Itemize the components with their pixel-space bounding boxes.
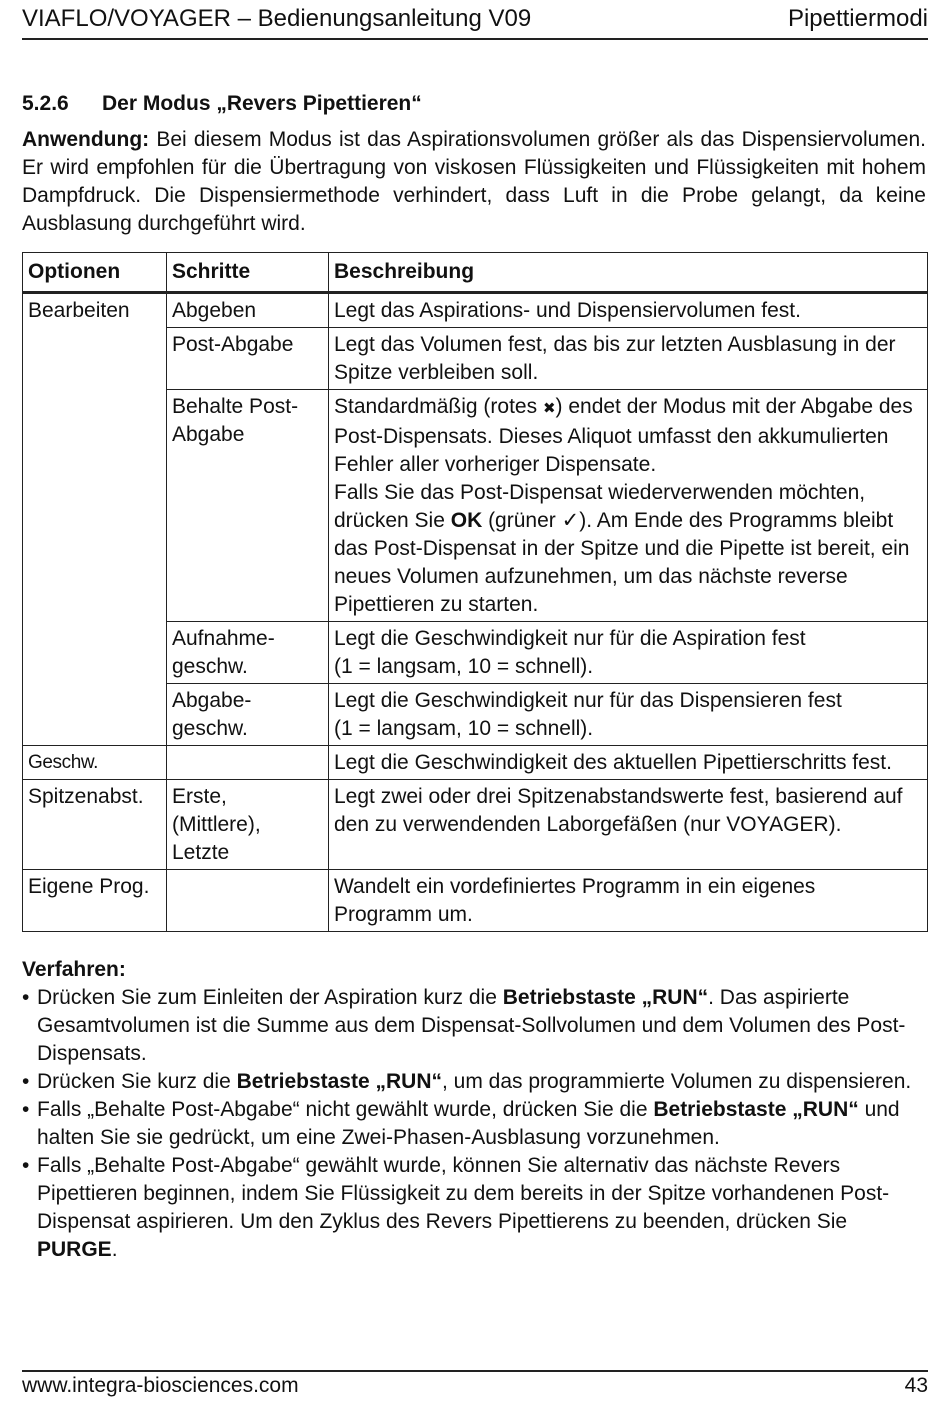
intro-label: Anwendung: <box>22 128 150 151</box>
description-text: ). Am Ende des Programms bleibt das Post-Dispensat in der Spitze und die Pipette ist bereit, ein neues Volumen aufzunehmen, um das nächste reverse Pipettieren zu starten. <box>334 509 910 616</box>
section-heading <box>22 90 422 118</box>
column-header-options: Optionen <box>23 253 167 293</box>
description-cell <box>329 390 928 622</box>
step-cell: Post-Abgabe <box>167 328 329 390</box>
description-text: ) endet der Modus mit der Abgabe des Post-Dispensats. Dieses Aliquot umfasst den akkumulierten Fehler aller vorheriger Dispensate. <box>334 395 913 476</box>
section-title: Der Modus „Revers Pipettieren“ <box>102 92 422 115</box>
list-item <box>22 1096 928 1152</box>
description-cell: Wandelt ein vordefiniertes Programm in ein eigenes Programm um. <box>329 870 928 932</box>
table-row <box>23 780 928 870</box>
step-text: . <box>111 1238 118 1261</box>
step-text: . Das aspirierte Gesamtvolumen ist die Summe aus dem Dispensat-Sollvolumen und dem Volumen des Post-Dispensats. <box>37 986 906 1065</box>
check-icon: ✓ <box>561 509 580 532</box>
step-cell: Abgeben <box>167 293 329 328</box>
column-header-description: Beschreibung <box>329 253 928 293</box>
column-header-steps: Schritte <box>167 253 329 293</box>
step-cell <box>167 746 329 780</box>
list-item <box>22 1068 928 1096</box>
bullet: • <box>22 1154 30 1177</box>
step-cell <box>167 870 329 932</box>
chapter-title: Pipettiermodi <box>787 5 928 32</box>
description-text: (1 = langsam, 10 = schnell). <box>334 655 594 678</box>
step-text: , um das programmierte Volumen zu dispensieren. <box>441 1070 912 1093</box>
table-header-row <box>23 253 928 293</box>
description-text: Legt die Geschwindigkeit nur für das Dispensieren fest <box>334 689 842 712</box>
option-cell: Geschw. <box>23 746 167 780</box>
key-label: Betriebstaste „RUN“ <box>236 1070 442 1093</box>
step-cell: Abgabe-geschw. <box>167 684 329 746</box>
step-cell: Behalte Post-Abgabe <box>167 390 329 622</box>
description-text: (1 = langsam, 10 = schnell). <box>334 717 594 740</box>
ok-key-label: OK <box>450 509 483 532</box>
section-number: 5.2.6 <box>22 92 69 115</box>
table-row <box>23 293 928 328</box>
description-text: Legt die Geschwindigkeit nur für die Aspiration fest <box>334 627 806 650</box>
intro-text: Bei diesem Modus ist das Aspirationsvolumen größer als das Dispensiervolumen. Er wird empfohlen für die Übertragung von viskosen Flüssigkeiten und Flüssigkeiten mit hohem Dampfdruck. Die Dispensiermethode verhindert, dass Luft in die Probe gelangt, da keine Ausblasung durchgeführt wird. <box>22 128 926 235</box>
website-url: www.integra-biosciences.com <box>22 1374 299 1397</box>
step-text: Falls „Behalte Post-Abgabe“ nicht gewählt wurde, drücken Sie die <box>37 1098 654 1121</box>
description-text: Falls Sie das Post-Dispensat wiederverwenden möchten, drücken Sie <box>334 481 866 532</box>
step-cell: Aufnahme-geschw. <box>167 622 329 684</box>
list-item <box>22 984 928 1068</box>
options-table <box>22 252 928 932</box>
description-cell: Legt das Aspirations- und Dispensiervolumen fest. <box>329 293 928 328</box>
description-cell: Legt zwei oder drei Spitzenabstandswerte fest, basierend auf den zu verwendenden Laborgefäßen (nur VOYAGER). <box>329 780 928 870</box>
key-label: Betriebstaste „RUN“ <box>653 1098 859 1121</box>
option-cell: Bearbeiten <box>23 293 167 746</box>
bullet: • <box>22 1070 30 1093</box>
description-cell: Legt die Geschwindigkeit des aktuellen Pipettierschritts fest. <box>329 746 928 780</box>
table-row <box>23 870 928 932</box>
page-number: 43 <box>904 1374 928 1397</box>
step-text: Falls „Behalte Post-Abgabe“ gewählt wurde, können Sie alternativ das nächste Revers Pipettieren beginnen, indem Sie Flüssigkeit zu dem bereits in der Spitze vorhandenen Post-Dispensat aspirieren. Um den Zyklus des Revers Pipettierens zu beenden, drücken Sie <box>37 1154 890 1233</box>
option-cell: Spitzenabst. <box>23 780 167 870</box>
step-cell: Erste, (Mittlere), Letzte <box>167 780 329 870</box>
key-label: Betriebstaste „RUN“ <box>502 986 709 1009</box>
option-cell: Eigene Prog. <box>23 870 167 932</box>
list-item <box>22 1152 928 1264</box>
page-header <box>22 4 928 40</box>
table-row <box>23 746 928 780</box>
manual-page <box>22 0 928 1399</box>
procedure-list <box>22 984 928 1264</box>
step-text: Drücken Sie kurz die <box>37 1070 237 1093</box>
description-cell <box>329 684 928 746</box>
procedure-heading: Verfahren: <box>22 958 126 981</box>
step-text: und halten Sie sie gedrückt, um eine Zwei-Phasen-Ausblasung vorzunehmen. <box>37 1098 900 1149</box>
document-title: VIAFLO/VOYAGER – Bedienungsanleitung V09 <box>22 5 532 32</box>
step-text: Drücken Sie zum Einleiten der Aspiration kurz die <box>37 986 503 1009</box>
description-text: (grüner <box>482 509 562 532</box>
intro-paragraph <box>22 126 926 238</box>
page-footer <box>22 1370 928 1401</box>
bullet: • <box>22 1098 30 1121</box>
description-cell: Legt das Volumen fest, das bis zur letzten Ausblasung in der Spitze verbleiben soll. <box>329 328 928 390</box>
key-label: PURGE <box>37 1238 112 1261</box>
bullet: • <box>22 986 30 1009</box>
description-cell <box>329 622 928 684</box>
cross-icon: ✖ <box>542 400 556 417</box>
description-text: Standardmäßig (rotes <box>334 395 543 418</box>
